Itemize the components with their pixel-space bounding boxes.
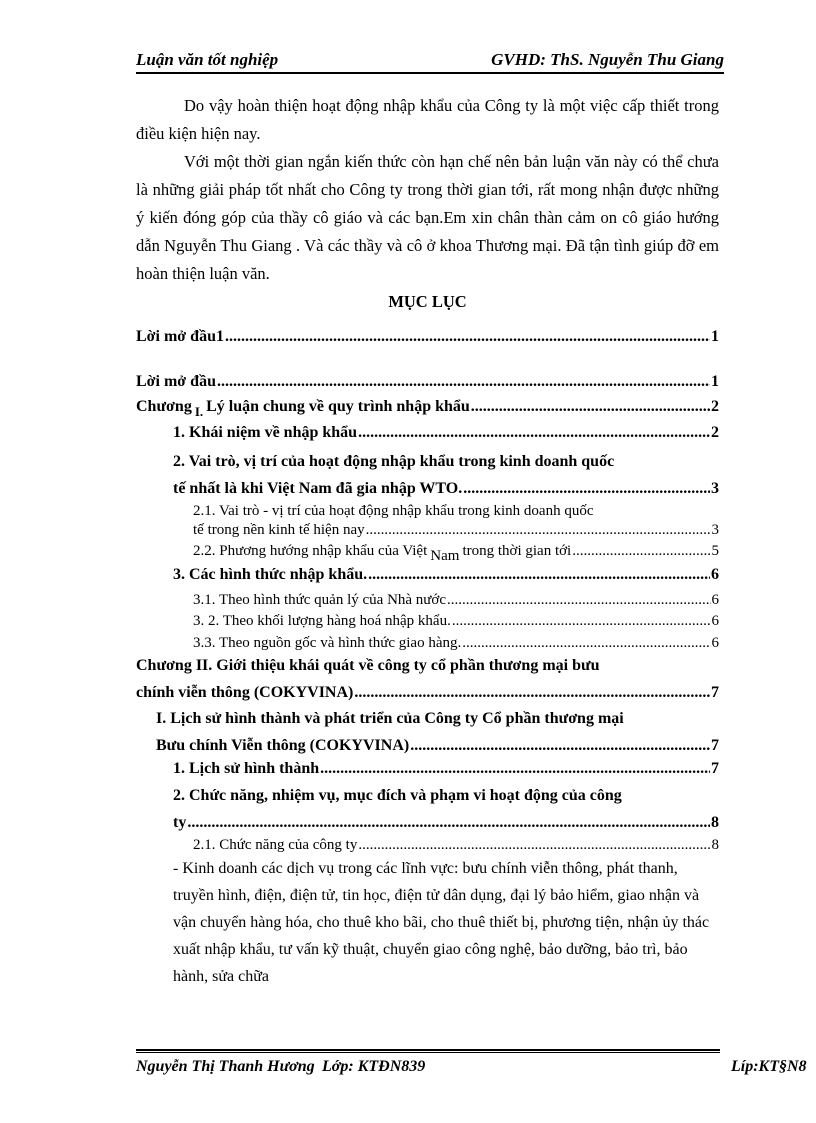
toc-entry[interactable]: Chương II. Giới thiệu khái quát về công ty cổ phần thương mại bưu chính viễn thông (COKYVINA) ..... 7 bbox=[136, 652, 719, 706]
header-advisor: GVHD: ThS. Nguyễn Thu Giang bbox=[491, 50, 724, 69]
toc-entry[interactable]: 3. 2. Theo khối lượng hàng hoá nhập khẩu. ..... 6 bbox=[193, 613, 719, 630]
toc-entry[interactable]: 3. Các hình thức nhập khẩu. ..... 6 bbox=[173, 566, 719, 584]
footer-rule bbox=[136, 1049, 720, 1051]
toc-entry[interactable]: 2.1. Chức năng của công ty ..... 8 bbox=[193, 837, 719, 854]
toc-entry[interactable]: 2. Vai trò, vị trí của hoạt động nhập khẩu trong kinh doanh quốc tế nhất là khi Việt Nam đã gia nhập WTO. ..... 3 bbox=[173, 448, 719, 502]
header-title: Luận văn tốt nghiệp bbox=[136, 50, 279, 69]
toc-entry[interactable]: 2.2. Phương hướng nhập khẩu của Việt Nam trong thời gian tới ..... 5 bbox=[193, 543, 719, 560]
toc-entry[interactable]: 1. Lịch sử hình thành ..... 7 bbox=[173, 760, 719, 778]
footer-class-garbled: Líp:KT§N8 bbox=[731, 1058, 807, 1075]
intro-paragraph-2: Với một thời gian ngắn kiến thức còn hạn chế nên bản luận văn này có thể chưa là những giải pháp tốt nhất cho Công ty trong thời gian tới, rất mong nhận được những ý kiến đóng góp của thầy cô giáo và các bạn.Em xin chân thàn cảm on cô giáo hướng dẫn Nguyễn Thu Giang . Và các thầy và cô ở khoa Thương mại. Đã tận tình giúp đỡ em hoàn thiện luận văn. bbox=[136, 152, 719, 283]
toc-entry[interactable]: Lời mở đầu1 ..... 1 bbox=[136, 328, 719, 346]
toc-title: MỤC LỤC bbox=[388, 292, 467, 311]
footer-author: Nguyễn Thị Thanh Hương bbox=[136, 1058, 315, 1075]
toc-entry[interactable]: 2. Chức năng, nhiệm vụ, mục đích và phạm vi hoạt động của công ty ..... 8 bbox=[173, 782, 719, 836]
toc-entry[interactable]: 3.3. Theo nguồn gốc và hình thức giao hàng. ..... 6 bbox=[193, 635, 719, 652]
page-header bbox=[136, 48, 724, 74]
toc-entry[interactable]: Chương I. Lý luận chung về quy trình nhập khẩu ..... 2 bbox=[136, 398, 719, 416]
body-paragraph: - Kinh doanh các dịch vụ trong các lĩnh vực: bưu chính viễn thông, phát thanh, truyền hình, điện, điện tử, tin học, điện tử dân dụng, đại lý bảo hiểm, giao nhận và vận chuyển hàng hóa, cho thuê kho bãi, cho thuê thiết bị, phương tiện, nhận ủy thác xuất nhập khẩu, tư vấn kỹ thuật, chuyển giao công nghệ, bảo dưỡng, bảo trì, bảo hành, sửa chữa bbox=[173, 860, 710, 985]
toc-entry[interactable]: Lời mở đầu ..... 1 bbox=[136, 373, 719, 391]
toc-entry[interactable]: 1. Khái niệm về nhập khẩu ..... 2 bbox=[173, 424, 719, 442]
footer-class: Lớp: KTĐN839 bbox=[322, 1058, 426, 1075]
toc-entry[interactable]: 2.1. Vai trò - vị trí của hoạt động nhập khẩu trong kinh doanh quốc tế trong nền kinh tế hiện nay ..... 3 bbox=[193, 502, 719, 540]
intro-paragraph-1: Do vậy hoàn thiện hoạt động nhập khẩu của Công ty là một việc cấp thiết trong điều kiện hiện nay. bbox=[136, 96, 719, 143]
toc-entry[interactable]: 3.1. Theo hình thức quản lý của Nhà nước ..... 6 bbox=[193, 592, 719, 609]
toc-entry[interactable]: I. Lịch sử hình thành và phát triển của Công ty Cổ phần thương mại Bưu chính Viễn thông (COKYVINA) ..... 7 bbox=[156, 705, 719, 759]
footer-rule-thin bbox=[136, 1052, 720, 1053]
